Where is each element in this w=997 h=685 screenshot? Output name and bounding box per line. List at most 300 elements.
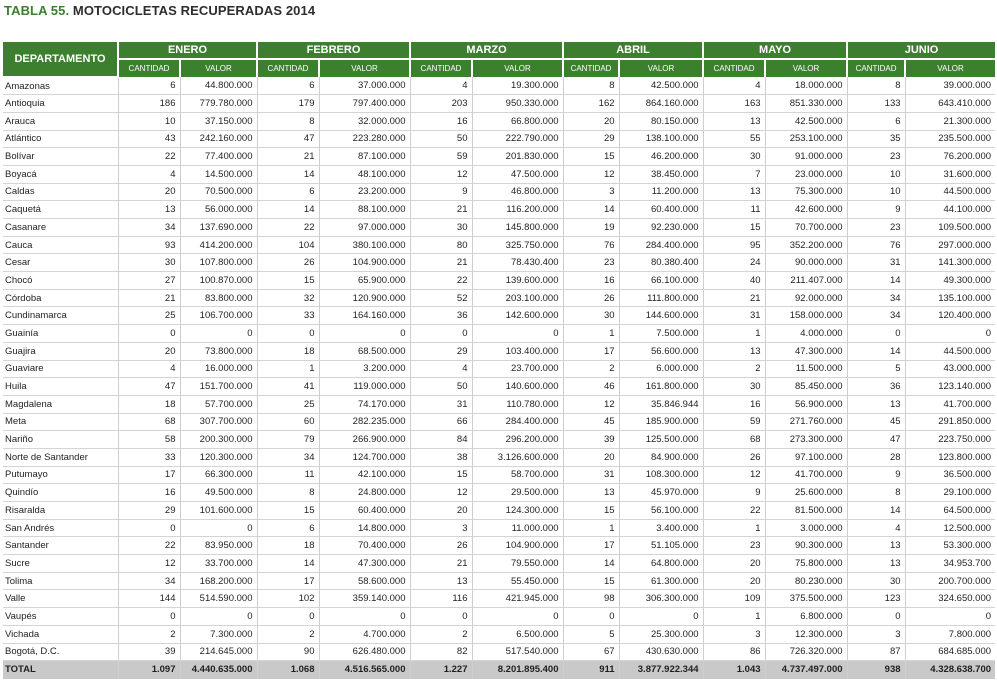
quantity-cell: 32 <box>257 289 319 307</box>
value-cell: 120.900.000 <box>319 289 410 307</box>
table-row <box>3 643 995 661</box>
value-cell: 109.500.000 <box>905 219 995 237</box>
value-cell: 223.750.000 <box>905 431 995 449</box>
value-cell: 120.400.000 <box>905 307 995 325</box>
quantity-cell: 1 <box>703 325 765 343</box>
quantity-cell: 21 <box>410 555 472 573</box>
value-cell: 19.300.000 <box>472 77 563 95</box>
table-row <box>3 572 995 590</box>
quantity-cell: 1 <box>563 519 619 537</box>
value-cell: 414.200.000 <box>180 236 257 254</box>
quantity-cell: 2 <box>703 360 765 378</box>
value-cell: 643.410.000 <box>905 95 995 113</box>
value-cell: 42.100.000 <box>319 466 410 484</box>
quantity-cell: 21 <box>257 148 319 166</box>
value-cell: 626.480.000 <box>319 643 410 661</box>
value-cell: 14.500.000 <box>180 165 257 183</box>
quantity-cell: 1 <box>257 360 319 378</box>
total-row <box>3 661 995 679</box>
quantity-cell: 0 <box>847 325 905 343</box>
value-cell: 201.830.000 <box>472 148 563 166</box>
quantity-cell: 20 <box>563 112 619 130</box>
value-cell: 88.100.000 <box>319 201 410 219</box>
value-cell: 44.100.000 <box>905 201 995 219</box>
value-cell: 214.645.000 <box>180 643 257 661</box>
header-quantity: CANTIDAD <box>118 59 180 77</box>
quantity-cell: 15 <box>257 502 319 520</box>
value-cell: 3.000.000 <box>765 519 847 537</box>
quantity-cell: 0 <box>118 608 180 626</box>
quantity-cell: 23 <box>847 148 905 166</box>
quantity-cell: 12 <box>703 466 765 484</box>
quantity-cell: 41 <box>257 378 319 396</box>
value-cell: 200.700.000 <box>905 572 995 590</box>
quantity-cell: 26 <box>257 254 319 272</box>
quantity-cell: 76 <box>847 236 905 254</box>
quantity-cell: 20 <box>118 183 180 201</box>
value-cell: 16.000.000 <box>180 360 257 378</box>
quantity-cell: 27 <box>118 272 180 290</box>
quantity-cell: 10 <box>847 183 905 201</box>
table-row <box>3 502 995 520</box>
table-row <box>3 413 995 431</box>
quantity-cell: 22 <box>257 219 319 237</box>
value-cell: 83.800.000 <box>180 289 257 307</box>
quantity-cell: 60 <box>257 413 319 431</box>
quantity-cell: 47 <box>257 130 319 148</box>
department-name: Magdalena <box>3 395 118 413</box>
department-name: Cesar <box>3 254 118 272</box>
value-cell: 797.400.000 <box>319 95 410 113</box>
value-cell: 0 <box>619 608 703 626</box>
quantity-cell: 8 <box>847 77 905 95</box>
table-row <box>3 466 995 484</box>
quantity-cell: 29 <box>563 130 619 148</box>
value-cell: 851.330.000 <box>765 95 847 113</box>
table-row <box>3 95 995 113</box>
quantity-cell: 3 <box>703 625 765 643</box>
quantity-cell: 29 <box>118 502 180 520</box>
value-cell: 7.800.000 <box>905 625 995 643</box>
quantity-cell: 13 <box>847 537 905 555</box>
value-cell: 85.450.000 <box>765 378 847 396</box>
department-name: Antioquia <box>3 95 118 113</box>
department-name: Quindío <box>3 484 118 502</box>
value-cell: 4.000.000 <box>765 325 847 343</box>
value-cell: 73.800.000 <box>180 342 257 360</box>
quantity-cell: 6 <box>257 519 319 537</box>
department-name: Cauca <box>3 236 118 254</box>
value-cell: 223.280.000 <box>319 130 410 148</box>
quantity-cell: 20 <box>118 342 180 360</box>
value-cell: 0 <box>319 325 410 343</box>
quantity-cell: 116 <box>410 590 472 608</box>
table-row <box>3 625 995 643</box>
value-cell: 97.000.000 <box>319 219 410 237</box>
value-cell: 284.400.000 <box>472 413 563 431</box>
header-value: VALOR <box>319 59 410 77</box>
value-cell: 0 <box>472 325 563 343</box>
value-cell: 42.600.000 <box>765 201 847 219</box>
table-row <box>3 183 995 201</box>
table-row <box>3 254 995 272</box>
quantity-cell: 24 <box>703 254 765 272</box>
value-cell: 779.780.000 <box>180 95 257 113</box>
value-cell: 0 <box>472 608 563 626</box>
value-cell: 81.500.000 <box>765 502 847 520</box>
value-cell: 168.200.000 <box>180 572 257 590</box>
quantity-cell: 82 <box>410 643 472 661</box>
quantity-cell: 18 <box>257 342 319 360</box>
quantity-cell: 3 <box>563 183 619 201</box>
quantity-cell: 13 <box>410 572 472 590</box>
quantity-cell: 47 <box>118 378 180 396</box>
table-body <box>3 77 995 679</box>
value-cell: 145.800.000 <box>472 219 563 237</box>
header-quantity: CANTIDAD <box>410 59 472 77</box>
quantity-cell: 3 <box>410 519 472 537</box>
quantity-cell: 26 <box>703 448 765 466</box>
quantity-cell: 22 <box>118 148 180 166</box>
quantity-cell: 4 <box>703 77 765 95</box>
value-cell: 138.100.000 <box>619 130 703 148</box>
value-cell: 273.300.000 <box>765 431 847 449</box>
value-cell: 12.300.000 <box>765 625 847 643</box>
department-name: Bogotá, D.C. <box>3 643 118 661</box>
quantity-cell: 4 <box>118 360 180 378</box>
quantity-cell: 84 <box>410 431 472 449</box>
table-row <box>3 537 995 555</box>
quantity-cell: 0 <box>257 608 319 626</box>
value-cell: 78.430.400 <box>472 254 563 272</box>
quantity-cell: 59 <box>703 413 765 431</box>
quantity-cell: 20 <box>410 502 472 520</box>
value-cell: 83.950.000 <box>180 537 257 555</box>
quantity-cell: 162 <box>563 95 619 113</box>
value-cell: 0 <box>905 608 995 626</box>
quantity-cell: 29 <box>410 342 472 360</box>
department-name: Vaupés <box>3 608 118 626</box>
value-cell: 101.600.000 <box>180 502 257 520</box>
table-row <box>3 201 995 219</box>
quantity-cell: 59 <box>410 148 472 166</box>
value-cell: 266.900.000 <box>319 431 410 449</box>
quantity-cell: 33 <box>118 448 180 466</box>
quantity-cell: 16 <box>118 484 180 502</box>
quantity-cell: 3 <box>847 625 905 643</box>
value-cell: 106.700.000 <box>180 307 257 325</box>
header-month-junio: JUNIO <box>847 42 995 59</box>
value-cell: 76.200.000 <box>905 148 995 166</box>
department-name: Meta <box>3 413 118 431</box>
quantity-cell: 9 <box>703 484 765 502</box>
quantity-cell: 6 <box>118 77 180 95</box>
value-cell: 39.000.000 <box>905 77 995 95</box>
table-title-text: MOTOCICLETAS RECUPERADAS 2014 <box>72 3 316 18</box>
quantity-cell: 68 <box>703 431 765 449</box>
quantity-cell: 2 <box>257 625 319 643</box>
quantity-cell: 4 <box>410 77 472 95</box>
quantity-cell: 14 <box>847 272 905 290</box>
value-cell: 684.685.000 <box>905 643 995 661</box>
department-name: Caquetá <box>3 201 118 219</box>
quantity-cell: 7 <box>703 165 765 183</box>
quantity-cell: 93 <box>118 236 180 254</box>
value-cell: 4.737.497.000 <box>765 661 847 679</box>
value-cell: 144.600.000 <box>619 307 703 325</box>
header-month-abril: ABRIL <box>563 42 703 59</box>
quantity-cell: 79 <box>257 431 319 449</box>
value-cell: 108.300.000 <box>619 466 703 484</box>
quantity-cell: 31 <box>563 466 619 484</box>
quantity-cell: 43 <box>118 130 180 148</box>
quantity-cell: 13 <box>703 183 765 201</box>
table-row <box>3 272 995 290</box>
quantity-cell: 13 <box>703 112 765 130</box>
quantity-cell: 17 <box>563 537 619 555</box>
quantity-cell: 15 <box>563 148 619 166</box>
value-cell: 43.000.000 <box>905 360 995 378</box>
quantity-cell: 22 <box>118 537 180 555</box>
quantity-cell: 12 <box>410 484 472 502</box>
quantity-cell: 109 <box>703 590 765 608</box>
value-cell: 253.100.000 <box>765 130 847 148</box>
value-cell: 123.800.000 <box>905 448 995 466</box>
quantity-cell: 28 <box>847 448 905 466</box>
value-cell: 29.100.000 <box>905 484 995 502</box>
quantity-cell: 1 <box>563 325 619 343</box>
quantity-cell: 15 <box>563 502 619 520</box>
quantity-cell: 2 <box>410 625 472 643</box>
quantity-cell: 8 <box>257 484 319 502</box>
value-cell: 242.160.000 <box>180 130 257 148</box>
quantity-cell: 13 <box>118 201 180 219</box>
quantity-cell: 40 <box>703 272 765 290</box>
value-cell: 11.000.000 <box>472 519 563 537</box>
table-row <box>3 148 995 166</box>
quantity-cell: 0 <box>410 608 472 626</box>
value-cell: 271.760.000 <box>765 413 847 431</box>
quantity-cell: 50 <box>410 378 472 396</box>
table-row <box>3 484 995 502</box>
table-row <box>3 360 995 378</box>
quantity-cell: 35 <box>847 130 905 148</box>
motorcycles-table <box>3 42 995 679</box>
quantity-cell: 31 <box>847 254 905 272</box>
value-cell: 80.230.000 <box>765 572 847 590</box>
value-cell: 23.000.000 <box>765 165 847 183</box>
header-row-subcolumns <box>3 59 995 77</box>
quantity-cell: 36 <box>847 378 905 396</box>
header-department: DEPARTAMENTO <box>3 42 118 77</box>
department-name: Nariño <box>3 431 118 449</box>
value-cell: 18.000.000 <box>765 77 847 95</box>
quantity-cell: 9 <box>847 466 905 484</box>
value-cell: 222.790.000 <box>472 130 563 148</box>
value-cell: 70.700.000 <box>765 219 847 237</box>
value-cell: 164.160.000 <box>319 307 410 325</box>
value-cell: 87.100.000 <box>319 148 410 166</box>
quantity-cell: 16 <box>410 112 472 130</box>
value-cell: 47.500.000 <box>472 165 563 183</box>
value-cell: 3.200.000 <box>319 360 410 378</box>
quantity-cell: 17 <box>118 466 180 484</box>
value-cell: 142.600.000 <box>472 307 563 325</box>
quantity-cell: 30 <box>703 378 765 396</box>
value-cell: 517.540.000 <box>472 643 563 661</box>
quantity-cell: 22 <box>410 272 472 290</box>
value-cell: 23.700.000 <box>472 360 563 378</box>
quantity-cell: 80 <box>410 236 472 254</box>
value-cell: 90.000.000 <box>765 254 847 272</box>
value-cell: 75.800.000 <box>765 555 847 573</box>
value-cell: 25.300.000 <box>619 625 703 643</box>
value-cell: 14.800.000 <box>319 519 410 537</box>
quantity-cell: 4 <box>118 165 180 183</box>
value-cell: 0 <box>905 325 995 343</box>
quantity-cell: 36 <box>410 307 472 325</box>
department-name: Putumayo <box>3 466 118 484</box>
value-cell: 70.400.000 <box>319 537 410 555</box>
department-name: Caldas <box>3 183 118 201</box>
value-cell: 324.650.000 <box>905 590 995 608</box>
value-cell: 44.800.000 <box>180 77 257 95</box>
quantity-cell: 1.227 <box>410 661 472 679</box>
value-cell: 116.200.000 <box>472 201 563 219</box>
quantity-cell: 86 <box>703 643 765 661</box>
value-cell: 44.500.000 <box>905 342 995 360</box>
value-cell: 120.300.000 <box>180 448 257 466</box>
value-cell: 84.900.000 <box>619 448 703 466</box>
value-cell: 6.800.000 <box>765 608 847 626</box>
value-cell: 91.000.000 <box>765 148 847 166</box>
quantity-cell: 9 <box>847 201 905 219</box>
value-cell: 4.700.000 <box>319 625 410 643</box>
value-cell: 151.700.000 <box>180 378 257 396</box>
quantity-cell: 23 <box>703 537 765 555</box>
value-cell: 56.000.000 <box>180 201 257 219</box>
quantity-cell: 38 <box>410 448 472 466</box>
value-cell: 421.945.000 <box>472 590 563 608</box>
value-cell: 359.140.000 <box>319 590 410 608</box>
quantity-cell: 0 <box>563 608 619 626</box>
value-cell: 100.870.000 <box>180 272 257 290</box>
value-cell: 306.300.000 <box>619 590 703 608</box>
table-row <box>3 289 995 307</box>
value-cell: 37.150.000 <box>180 112 257 130</box>
quantity-cell: 13 <box>847 555 905 573</box>
quantity-cell: 12 <box>118 555 180 573</box>
value-cell: 4.328.638.700 <box>905 661 995 679</box>
quantity-cell: 90 <box>257 643 319 661</box>
value-cell: 864.160.000 <box>619 95 703 113</box>
header-row-months <box>3 42 995 59</box>
quantity-cell: 0 <box>257 325 319 343</box>
value-cell: 49.300.000 <box>905 272 995 290</box>
table-title <box>4 3 315 18</box>
value-cell: 124.300.000 <box>472 502 563 520</box>
quantity-cell: 21 <box>410 254 472 272</box>
quantity-cell: 2 <box>118 625 180 643</box>
value-cell: 4.516.565.000 <box>319 661 410 679</box>
value-cell: 291.850.000 <box>905 413 995 431</box>
quantity-cell: 14 <box>257 165 319 183</box>
department-name: Atlántico <box>3 130 118 148</box>
quantity-cell: 31 <box>410 395 472 413</box>
quantity-cell: 15 <box>703 219 765 237</box>
quantity-cell: 31 <box>703 307 765 325</box>
value-cell: 31.600.000 <box>905 165 995 183</box>
header-value: VALOR <box>905 59 995 77</box>
quantity-cell: 11 <box>703 201 765 219</box>
department-name: Tolima <box>3 572 118 590</box>
quantity-cell: 87 <box>847 643 905 661</box>
value-cell: 37.000.000 <box>319 77 410 95</box>
value-cell: 140.600.000 <box>472 378 563 396</box>
value-cell: 66.300.000 <box>180 466 257 484</box>
quantity-cell: 104 <box>257 236 319 254</box>
quantity-cell: 16 <box>563 272 619 290</box>
value-cell: 23.200.000 <box>319 183 410 201</box>
department-name: Huila <box>3 378 118 396</box>
department-name: Boyacá <box>3 165 118 183</box>
quantity-cell: 34 <box>257 448 319 466</box>
quantity-cell: 8 <box>847 484 905 502</box>
value-cell: 60.400.000 <box>319 502 410 520</box>
quantity-cell: 186 <box>118 95 180 113</box>
table-row <box>3 307 995 325</box>
quantity-cell: 8 <box>257 112 319 130</box>
quantity-cell: 21 <box>703 289 765 307</box>
department-name: Guaviare <box>3 360 118 378</box>
quantity-cell: 18 <box>257 537 319 555</box>
table-row <box>3 608 995 626</box>
quantity-cell: 179 <box>257 95 319 113</box>
value-cell: 111.800.000 <box>619 289 703 307</box>
quantity-cell: 26 <box>410 537 472 555</box>
value-cell: 124.700.000 <box>319 448 410 466</box>
value-cell: 80.150.000 <box>619 112 703 130</box>
department-name: Casanare <box>3 219 118 237</box>
value-cell: 296.200.000 <box>472 431 563 449</box>
value-cell: 107.800.000 <box>180 254 257 272</box>
quantity-cell: 938 <box>847 661 905 679</box>
quantity-cell: 55 <box>703 130 765 148</box>
value-cell: 47.300.000 <box>319 555 410 573</box>
value-cell: 46.200.000 <box>619 148 703 166</box>
department-name: Risaralda <box>3 502 118 520</box>
quantity-cell: 25 <box>118 307 180 325</box>
value-cell: 137.690.000 <box>180 219 257 237</box>
quantity-cell: 6 <box>257 183 319 201</box>
value-cell: 325.750.000 <box>472 236 563 254</box>
quantity-cell: 5 <box>563 625 619 643</box>
value-cell: 48.100.000 <box>319 165 410 183</box>
quantity-cell: 58 <box>118 431 180 449</box>
value-cell: 8.201.895.400 <box>472 661 563 679</box>
quantity-cell: 14 <box>257 555 319 573</box>
value-cell: 44.500.000 <box>905 183 995 201</box>
department-name: Vichada <box>3 625 118 643</box>
value-cell: 47.300.000 <box>765 342 847 360</box>
value-cell: 66.800.000 <box>472 112 563 130</box>
value-cell: 185.900.000 <box>619 413 703 431</box>
value-cell: 45.970.000 <box>619 484 703 502</box>
value-cell: 203.100.000 <box>472 289 563 307</box>
value-cell: 123.140.000 <box>905 378 995 396</box>
value-cell: 61.300.000 <box>619 572 703 590</box>
department-name: Guajira <box>3 342 118 360</box>
